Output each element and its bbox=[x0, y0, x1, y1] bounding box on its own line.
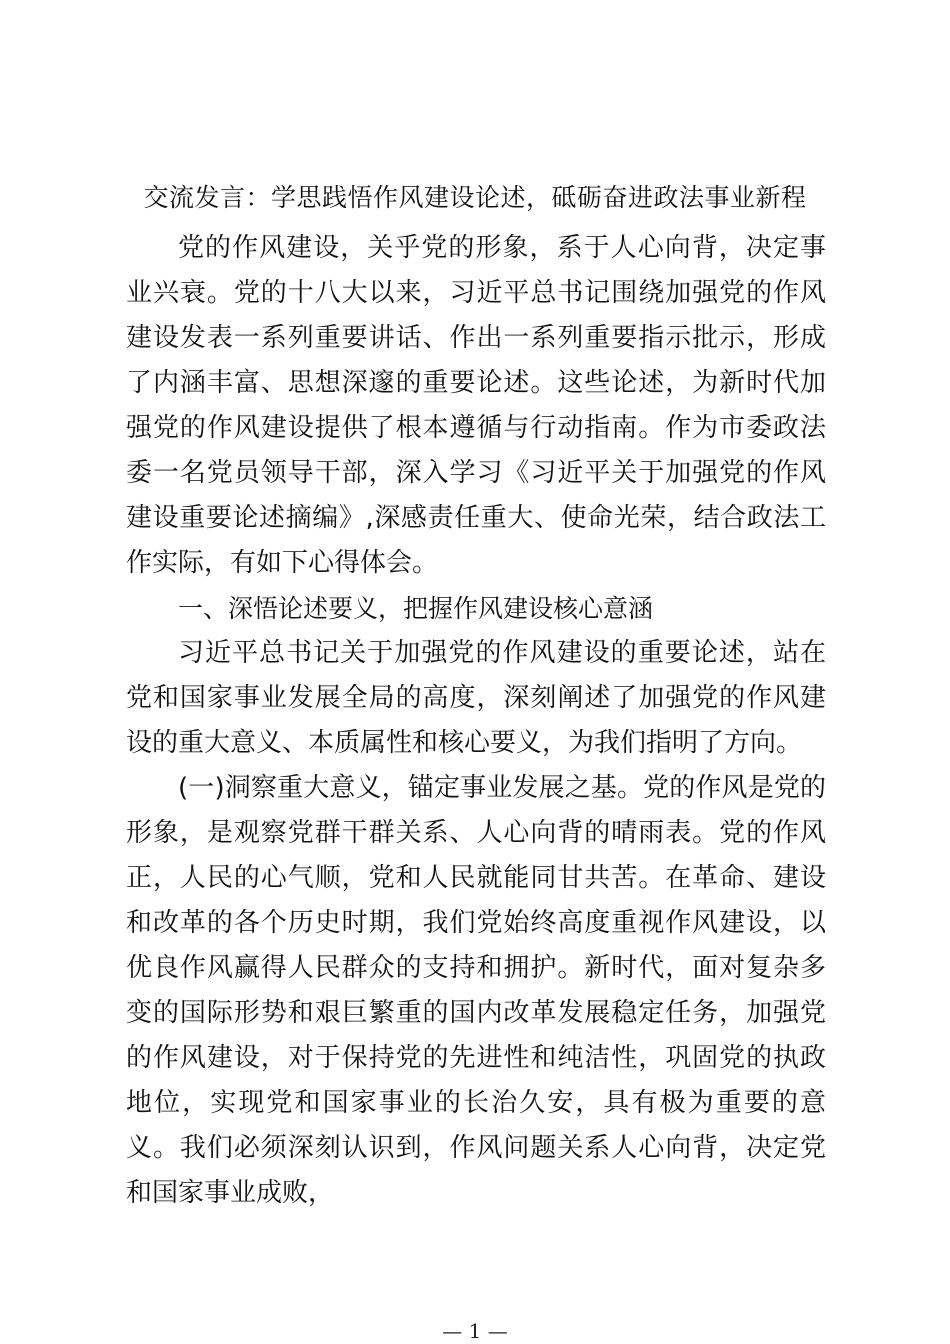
intro-paragraph: 党的作风建设，关乎党的形象，系于人心向背，决定事业兴衰。党的十八大以来，习近平总书记围绕加强党的作风建设发表一系列重要讲话、作出一系列重要指示批示，形成了内涵丰富、思想深邃的重要论述。这些论述，为新时代加强党的作风建设提供了根本遵循与行动指南。作为市委政法委一名党员领导干部，深入学习《习近平关于加强党的作风建设重要论述摘编》,深感责任重大、使命光荣，结合政法工作实际，有如下心得体会。 bbox=[126, 233, 826, 578]
subsection-paragraph: (一)洞察重大意义，锚定事业发展之基。党的作风是党的形象，是观察党群干群关系、人心向背的晴雨表。党的作风正，人民的心气顺，党和人民就能同甘共苦。在革命、建设和改革的各个历史时期，我们党始终高度重视作风建设，以优良作风赢得人民群众的支持和拥护。新时代，面对复杂多变的国际形势和艰巨繁重的国内改革发展稳定任务，加强党的作风建设，对于保持党的先进性和纯洁性，巩固党的执政地位，实现党和国家事业的长治久安，具有极为重要的意义。我们必须深刻认识到，作风问题关系人心向背，决定党和国家事业成败， bbox=[126, 773, 826, 1208]
section-heading: 一、深悟论述要义，把握作风建设核心意涵 bbox=[178, 594, 654, 623]
page-number: — 1 — bbox=[442, 1319, 508, 1343]
document-body bbox=[126, 226, 826, 1216]
section-intro-paragraph: 习近平总书记关于加强党的作风建设的重要论述，站在党和国家事业发展全局的高度，深刻阐述了加强党的作风建设的重大意义、本质属性和核心要义，为我们指明了方向。 bbox=[126, 638, 826, 758]
document-title: 交流发言：学思践悟作风建设论述，砥砺奋进政法事业新程 bbox=[143, 183, 807, 212]
